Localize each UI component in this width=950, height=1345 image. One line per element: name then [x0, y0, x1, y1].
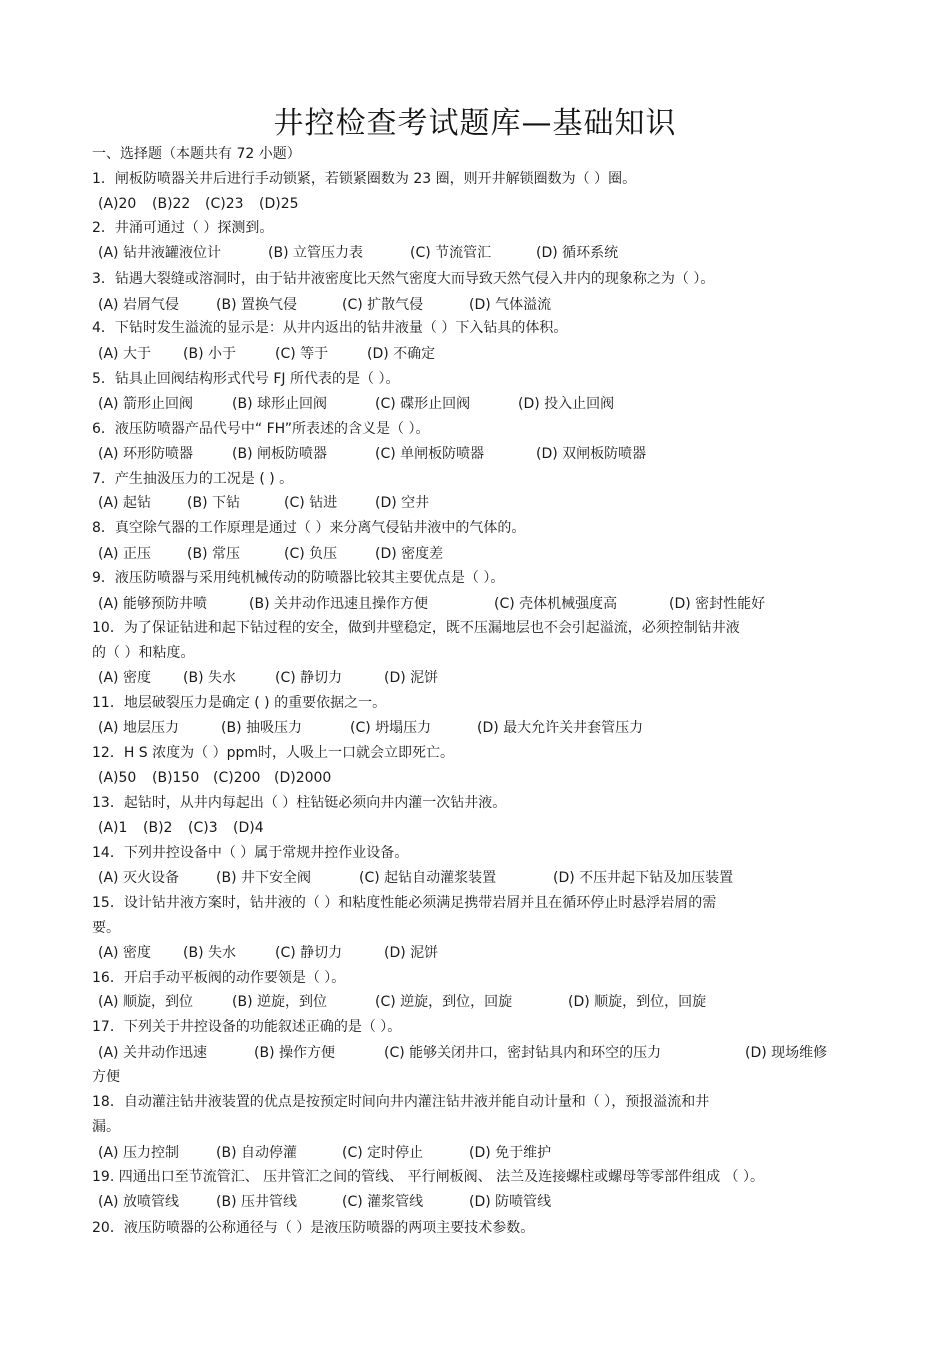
q6-option-b: (B) 闸板防喷器	[232, 446, 327, 462]
q19-option-c: (C) 灌浆管线	[342, 1194, 424, 1210]
q5-option-a: (A) 箭形止回阀	[98, 396, 193, 412]
q14-option-b: (B) 井下安全阀	[216, 870, 311, 886]
q4-option-d: (D) 不确定	[367, 346, 436, 362]
q4-option-b: (B) 小于	[183, 346, 236, 362]
question-12: 12．H S 浓度为（ ）ppm时，人吸上一口就会立即死亡。	[92, 745, 454, 761]
q1-option-a: (A)20	[98, 196, 137, 212]
q3-option-d: (D) 气体溢流	[469, 297, 552, 313]
q8-option-a: (A) 正压	[98, 546, 151, 562]
q3-option-c: (C) 扩散气侵	[342, 297, 424, 313]
q15-option-b: (B) 失水	[183, 945, 236, 961]
q3-option-b: (B) 置换气侵	[216, 297, 297, 313]
question-5: 5．钻具止回阀结构形式代号 FJ 所代表的是（ ）。	[92, 371, 400, 387]
q16-option-c: (C) 逆旋，到位，回旋	[375, 994, 513, 1010]
q6-option-a: (A) 环形防喷器	[98, 446, 193, 462]
q17-option-a: (A) 关井动作迅速	[98, 1045, 207, 1061]
q15-option-a: (A) 密度	[98, 945, 151, 961]
question-9: 9．液压防喷器与采用纯机械传动的防喷器比较其主要优点是（ ）。	[92, 570, 505, 586]
q19-option-a: (A) 放喷管线	[98, 1194, 179, 1210]
q17-option-b: (B) 操作方便	[254, 1045, 335, 1061]
q7-option-a: (A) 起钻	[98, 495, 151, 511]
q2-option-a: (A) 钻井液罐液位计	[98, 245, 221, 261]
q18-option-d: (D) 免于维护	[469, 1145, 552, 1161]
q1-option-c: (C)23	[205, 196, 244, 212]
q10-option-c: (C) 静切力	[275, 670, 343, 686]
question-17-cont: 方便	[92, 1069, 120, 1085]
q11-option-a: (A) 地层压力	[98, 720, 179, 736]
q8-option-b: (B) 常压	[187, 546, 240, 562]
q4-option-c: (C) 等于	[275, 346, 329, 362]
q17-option-d: (D) 现场维修	[745, 1045, 828, 1061]
q5-option-c: (C) 碟形止回阀	[375, 396, 471, 412]
q6-option-c: (C) 单闸板防喷器	[375, 446, 485, 462]
question-10: 10．为了保证钻进和起下钻过程的安全，做到井壁稳定，既不压漏地层也不会引起溢流，必须控制钻井液	[92, 620, 740, 636]
page-title: 井控检查考试题库—基础知识	[273, 106, 677, 141]
q18-option-b: (B) 自动停灌	[216, 1145, 297, 1161]
q1-option-b: (B)22	[152, 196, 191, 212]
q9-option-c: (C) 壳体机械强度高	[494, 596, 618, 612]
question-6: 6．液压防喷器产品代号中“ FH”所表述的含义是（ ）。	[92, 421, 430, 437]
question-16: 16．开启手动平板阀的动作要领是（ ）。	[92, 970, 346, 986]
q12-option-c: (C)200	[213, 770, 261, 786]
question-13: 13．起钻时，从井内每起出（ ）柱钻铤必须向井内灌一次钻井液。	[92, 795, 507, 811]
q2-option-c: (C) 节流管汇	[410, 245, 492, 261]
question-1: 1．闸板防喷器关井后进行手动锁紧，若锁紧圈数为 23 圈，则开井解锁圈数为（ ）圈。	[92, 171, 637, 187]
q4-option-a: (A) 大于	[98, 346, 151, 362]
q11-option-c: (C) 坍塌压力	[350, 720, 432, 736]
q13-option-c: (C)3	[188, 820, 218, 836]
question-11: 11．地层破裂压力是确定 ( ) 的重要依据之一。	[92, 695, 387, 711]
q6-option-d: (D) 双闸板防喷器	[536, 446, 647, 462]
q1-option-d: (D)25	[259, 196, 299, 212]
q2-option-d: (D) 循环系统	[536, 245, 619, 261]
q13-option-b: (B)2	[143, 820, 173, 836]
q14-option-d: (D) 不压井起下钻及加压装置	[553, 870, 734, 886]
q7-option-d: (D) 空井	[375, 495, 430, 511]
q18-option-c: (C) 定时停止	[342, 1145, 424, 1161]
q5-option-d: (D) 投入止回阀	[518, 396, 615, 412]
q14-option-a: (A) 灭火设备	[98, 870, 179, 886]
q8-option-c: (C) 负压	[284, 546, 338, 562]
q13-option-a: (A)1	[98, 820, 128, 836]
q14-option-c: (C) 起钻自动灌浆装置	[359, 870, 497, 886]
q18-option-a: (A) 压力控制	[98, 1145, 179, 1161]
question-3: 3．钻遇大裂缝或溶洞时，由于钻井液密度比天然气密度大而导致天然气侵入井内的现象称之为（ ）。	[92, 271, 715, 287]
q2-option-b: (B) 立管压力表	[268, 245, 363, 261]
q16-option-b: (B) 逆旋，到位	[232, 994, 327, 1010]
question-19: 19. 四通出口至节流管汇、 压井管汇之间的管线、 平行闸板阀、 法兰及连接螺柱或螺母等零部件组成 （ ）。	[92, 1169, 764, 1185]
q8-option-d: (D) 密度差	[375, 546, 444, 562]
q12-option-d: (D)2000	[274, 770, 332, 786]
section-heading: 一、选择题（本题共有 72 小题）	[92, 146, 301, 162]
q19-option-d: (D) 防喷管线	[469, 1194, 552, 1210]
q10-option-d: (D) 泥饼	[384, 670, 439, 686]
q5-option-b: (B) 球形止回阀	[232, 396, 327, 412]
question-4: 4．下钻时发生溢流的显示是：从井内返出的钻井液量（ ）下入钻具的体积。	[92, 320, 568, 336]
q7-option-c: (C) 钻进	[284, 495, 338, 511]
q11-option-d: (D) 最大允许关井套管压力	[477, 720, 644, 736]
q17-option-c: (C) 能够关闭井口，密封钻具内和环空的压力	[384, 1045, 662, 1061]
q16-option-d: (D) 顺旋，到位，回旋	[568, 994, 707, 1010]
question-14: 14．下列井控设备中（ ）属于常规井控作业设备。	[92, 845, 409, 861]
question-20: 20．液压防喷器的公称通径与（ ）是液压防喷器的两项主要技术参数。	[92, 1220, 535, 1236]
question-10-cont: 的（ ）和粘度。	[92, 645, 195, 661]
q15-option-d: (D) 泥饼	[384, 945, 439, 961]
q11-option-b: (B) 抽吸压力	[221, 720, 302, 736]
q13-option-d: (D)4	[233, 820, 264, 836]
q9-option-a: (A) 能够预防井喷	[98, 596, 207, 612]
q16-option-a: (A) 顺旋，到位	[98, 994, 193, 1010]
q19-option-b: (B) 压井管线	[216, 1194, 297, 1210]
question-18-cont: 漏。	[92, 1119, 120, 1135]
q12-option-a: (A)50	[98, 770, 137, 786]
q7-option-b: (B) 下钻	[187, 495, 240, 511]
question-15-cont: 要。	[92, 920, 120, 936]
question-2: 2．井涌可通过（ ）探测到。	[92, 220, 274, 236]
question-8: 8．真空除气器的工作原理是通过（ ）来分离气侵钻井液中的气体的。	[92, 520, 526, 536]
question-15: 15．设计钻井液方案时，钻井液的（ ）和粘度性能必须满足携带岩屑并且在循环停止时悬浮岩屑的需	[92, 895, 717, 911]
q9-option-d: (D) 密封性能好	[669, 596, 766, 612]
q12-option-b: (B)150	[152, 770, 200, 786]
q10-option-b: (B) 失水	[183, 670, 236, 686]
question-17: 17．下列关于井控设备的功能叙述正确的是（ ）。	[92, 1019, 402, 1035]
q9-option-b: (B) 关井动作迅速且操作方便	[249, 596, 428, 612]
question-18: 18．自动灌注钻井液装置的优点是按预定时间向井内灌注钻井液并能自动计量和（ ），预报溢流和井	[92, 1094, 710, 1110]
q3-option-a: (A) 岩屑气侵	[98, 297, 179, 313]
q10-option-a: (A) 密度	[98, 670, 151, 686]
q15-option-c: (C) 静切力	[275, 945, 343, 961]
question-7: 7．产生抽汲压力的工况是 ( ) 。	[92, 471, 294, 487]
